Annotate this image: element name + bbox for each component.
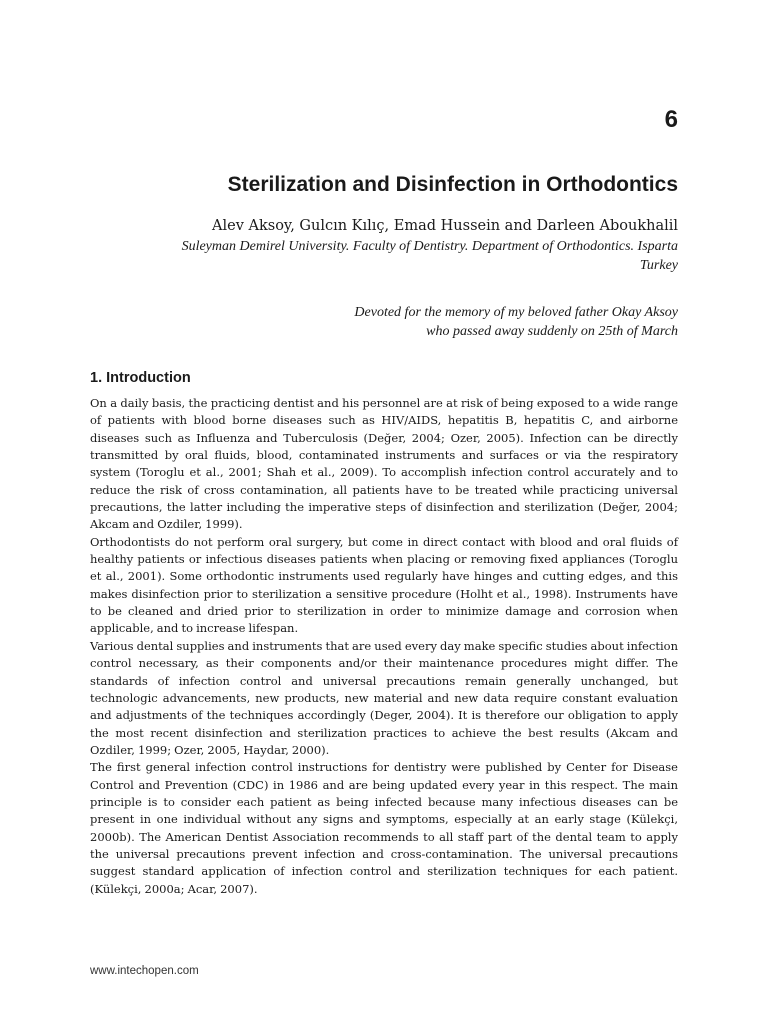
- dedication: [90, 303, 678, 341]
- chapter-title: Sterilization and Disinfection in Orthodontics: [227, 173, 678, 196]
- chapter-number: 6: [664, 106, 678, 133]
- footer-url: www.intechopen.com: [90, 965, 199, 977]
- section-heading: 1. Introduction: [90, 370, 191, 386]
- author-list: Alev Aksoy, Gulcın Kılıç, Emad Hussein and Darleen Aboukhalil: [212, 218, 678, 234]
- affiliation: [90, 237, 678, 275]
- paragraph: Various dental supplies and instruments that are used every day make specific studies about infection control necessary, as their components and/or their maintenance procedures might differ. The standards of infection control and universal precautions remain generally unchanged, but technologic advancements, new products, new material and new data require constant evaluation and adjustments of the techniques accordingly (Deger, 2004). It is therefore our obligation to apply the most recent disinfection and sterilization practices to achieve the best results (Akcam and Ozdiler, 1999; Ozer, 2005, Haydar, 2000).: [90, 638, 678, 757]
- dedication-line: Devoted for the memory of my beloved father Okay Aksoy: [354, 305, 678, 320]
- dedication-line: who passed away suddenly on 25th of March: [426, 324, 678, 339]
- paragraph: Orthodontists do not perform oral surgery, but come in direct contact with blood and oral fluids of healthy patients or infectious diseases patients when placing or removing fixed appliances (Toroglu et al., 2001). Some orthodontic instruments used regularly have hinges and cutting edges, and this makes disinfection prior to sterilization a sensitive procedure (Holht et al., 1998). Instruments have to be cleaned and dried prior to sterilization in order to minimize damage and corrosion when applicable, and to increase lifespan.: [90, 534, 678, 636]
- affiliation-line: Turkey: [639, 258, 678, 273]
- paragraph: The first general infection control instructions for dentistry were published by Center for Disease Control and Prevention (CDC) in 1986 and are being updated every year in this respect. The main principle is to consider each patient as being infected because many infectious diseases can be present in one individual without any signs and symptoms, especially at an early stage (Külekçi, 2000b). The American Dentist Association recommends to all staff part of the dental team to apply the universal precautions prevent infection and cross-contamination. The universal precautions suggest standard application of infection control and sterilization techniques for each patient. (Külekçi, 2000a; Acar, 2007).: [90, 760, 678, 896]
- section-body: [90, 395, 678, 898]
- paragraph: On a daily basis, the practicing dentist and his personnel are at risk of being exposed to a wide range of patients with blood borne diseases such as HIV/AIDS, hepatitis B, hepatitis C, and airborne diseases such as Influenza and Tuberculosis (Değer, 2004; Ozer, 2005). Infection can be directly transmitted by oral fluids, blood, contaminated instruments and surfaces or via the respiratory system (Toroglu et al., 2001; Shah et al., 2009). To accomplish infection control accurately and to reduce the risk of cross contamination, all patients have to be treated while practicing universal precautions, the latter including the imperative steps of disinfection and sterilization (Değer, 2004; Akcam and Ozdiler, 1999).: [90, 396, 678, 532]
- affiliation-line: Suleyman Demirel University. Faculty of Dentistry. Department of Orthodontics. Isparta: [181, 239, 678, 254]
